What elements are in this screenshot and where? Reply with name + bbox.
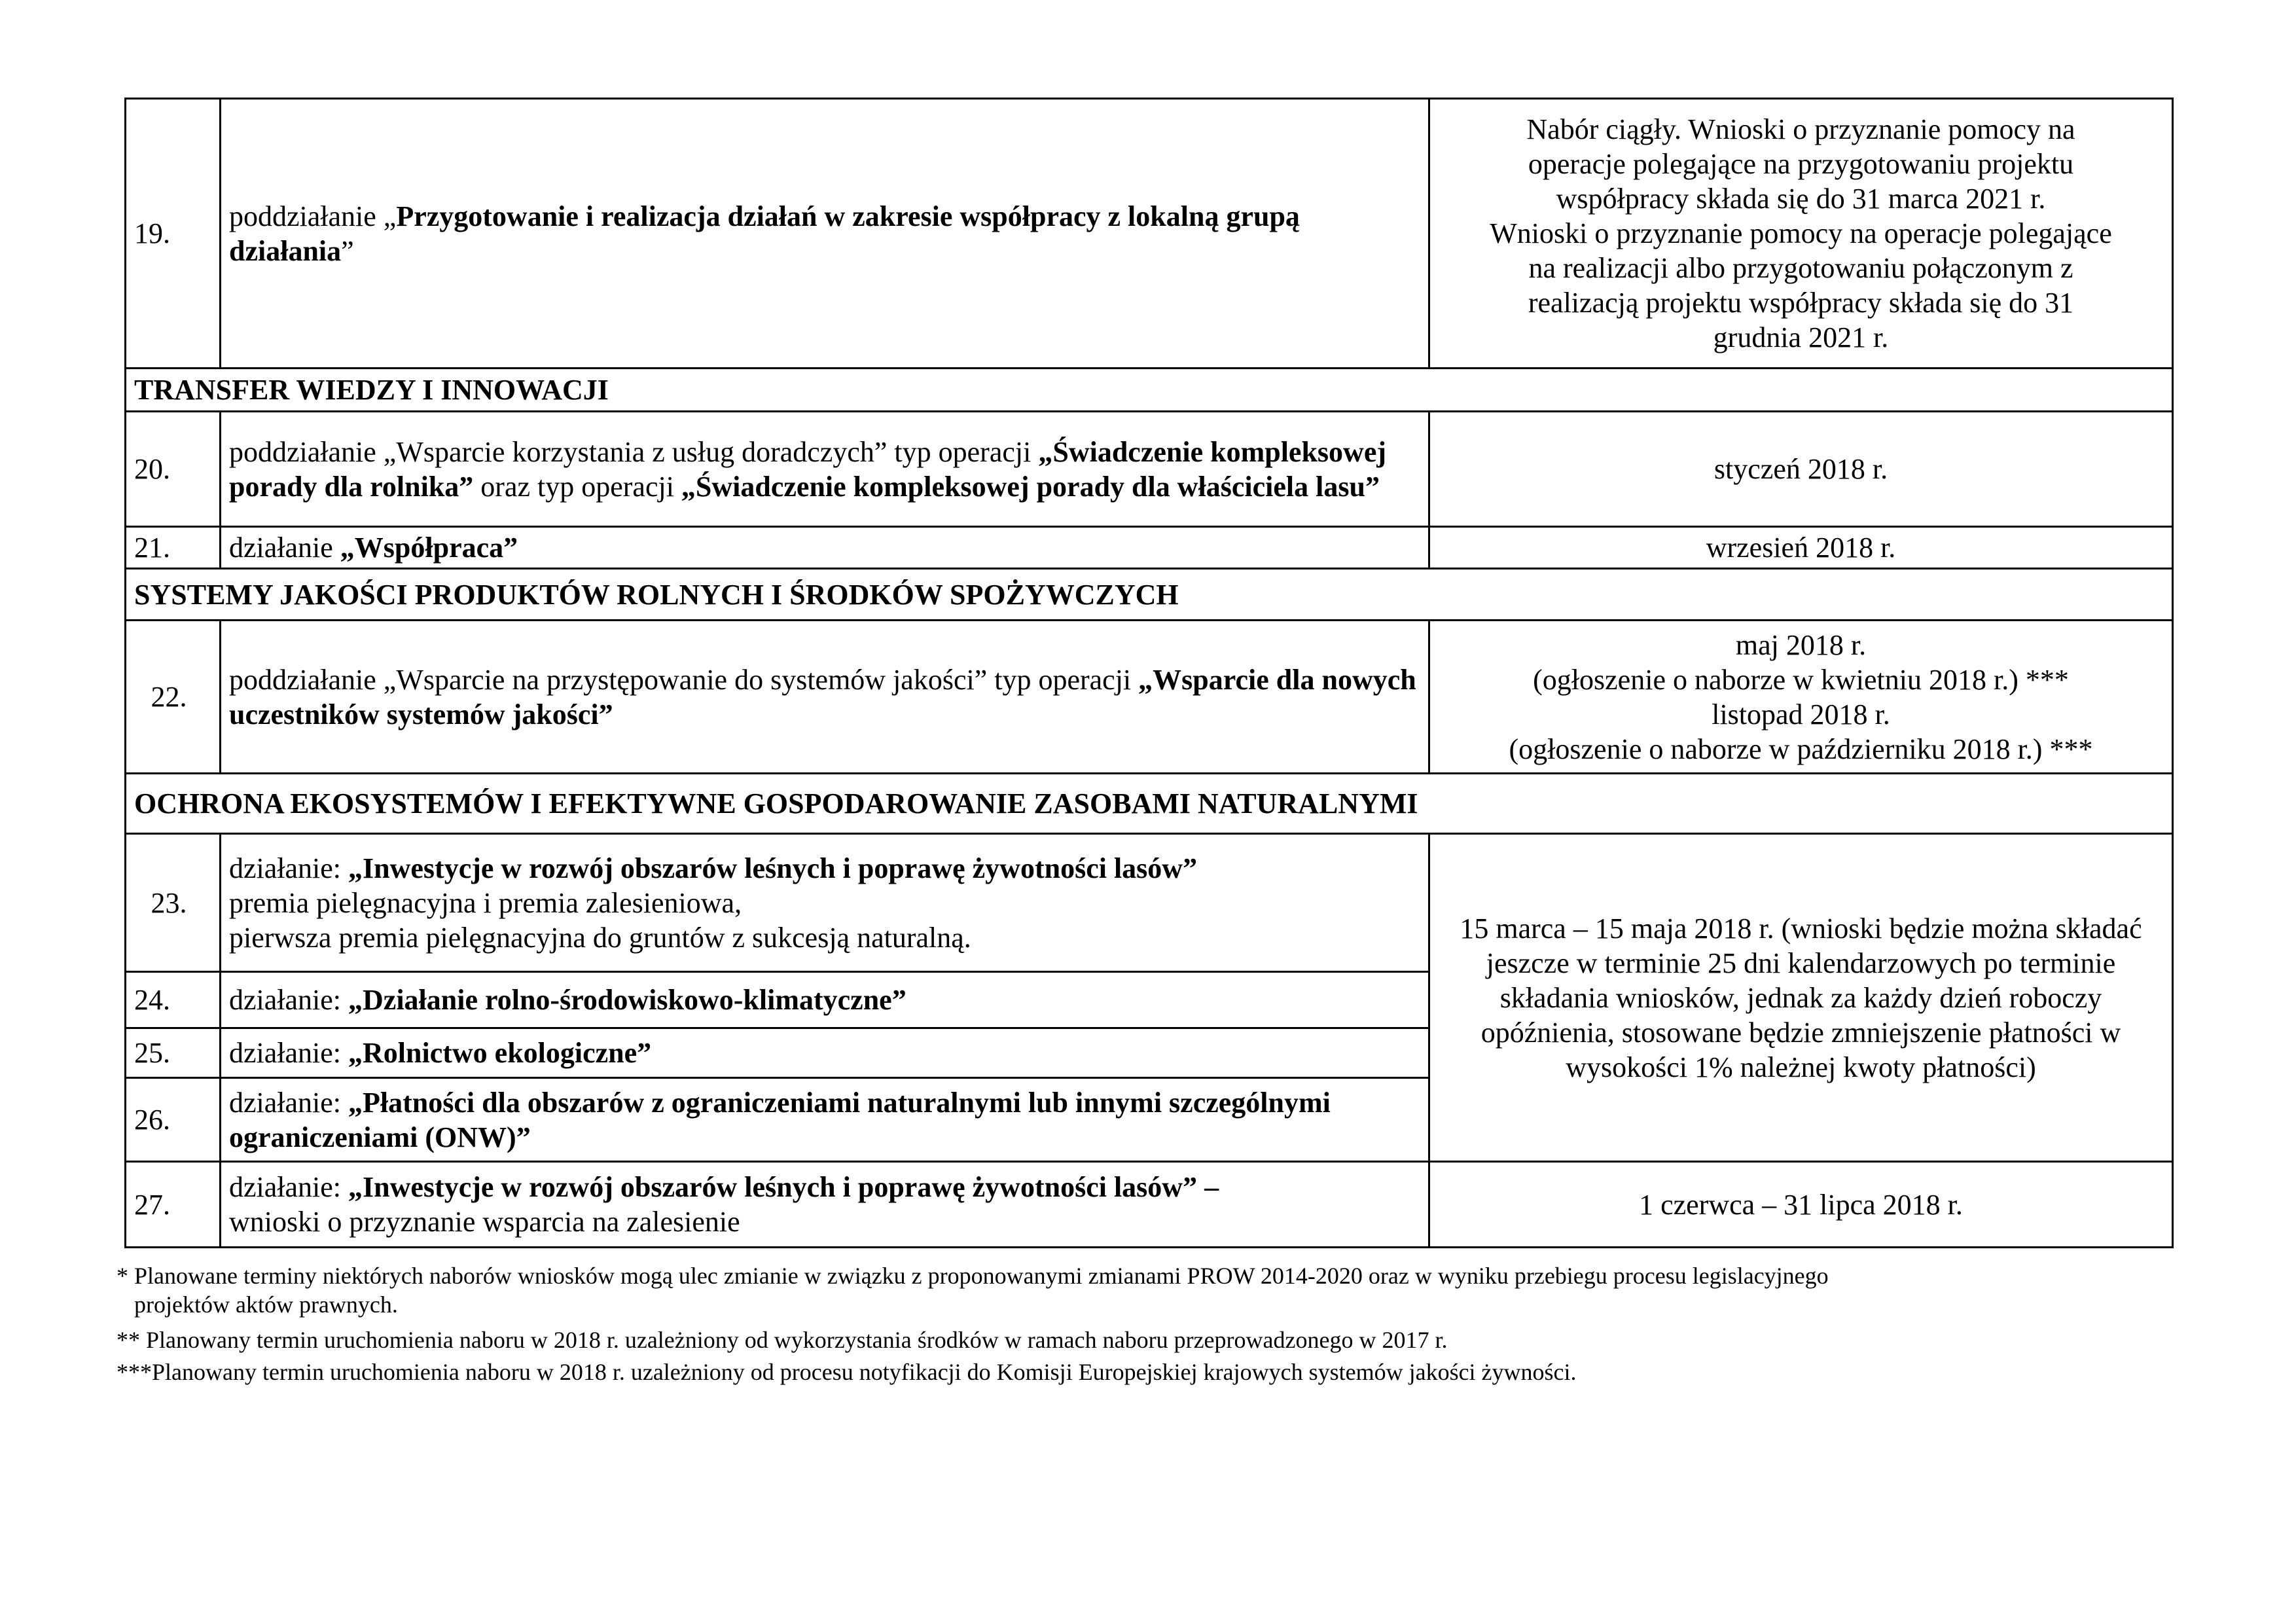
measure-description: [221, 1078, 1429, 1162]
section-title-quality: SYSTEMY JAKOŚCI PRODUKTÓW ROLNYCH I ŚRODKÓW SPOŻYWCZYCH: [126, 569, 2173, 621]
measure-name: „Współpraca”: [340, 532, 518, 564]
desc-line: [229, 1170, 1420, 1204]
measure-description: [221, 527, 1429, 569]
desc-prefix: działanie:: [229, 1086, 349, 1119]
desc-line: pierwsza premia pielęgnacyjna do gruntów z sukcesją naturalną.: [229, 921, 971, 954]
term-line: maj 2018 r.: [1735, 628, 1867, 661]
application-term: wrzesień 2018 r.: [1429, 527, 2173, 569]
term-line: współpracy składa się do 31 marca 2021 r.: [1556, 183, 2046, 215]
term-line: operacje polegające na przygotowaniu projektu: [1528, 148, 2074, 180]
measure-name: „Płatności dla obszarów z ograniczeniami naturalnymi lub innymi szczególnymi ograniczeniami (ONW)”: [229, 1086, 1331, 1153]
desc-prefix: poddziałanie „Wsparcie na przystępowanie do systemów jakości” typ operacji: [229, 663, 1139, 696]
term-line: grudnia 2021 r.: [1713, 321, 1889, 353]
operation-type-1: „Świadczenie kompleksowej porady dla rolnika”: [229, 435, 1386, 503]
row-number: 21.: [126, 527, 221, 569]
table-row-27: [126, 1162, 2173, 1248]
desc-prefix: działanie:: [229, 1037, 349, 1069]
application-term-merged: 15 marca – 15 maja 2018 r. (wnioski będzie można składać jeszcze w terminie 25 dni kalendarzowych po terminie składania wniosków, jednak za każdy dzień roboczy opóźnienia, stosowane będzie zmniejszenie płatności w wysokości 1% należnej kwoty płatności): [1429, 834, 2173, 1162]
table-row-23: [126, 834, 2173, 972]
section-title-ecosystems: OCHRONA EKOSYSTEMÓW I EFEKTYWNE GOSPODAROWANIE ZASOBAMI NATURALNYMI: [126, 774, 2173, 834]
application-term: [1429, 99, 2173, 369]
row-number: 22.: [126, 621, 221, 774]
desc-prefix: działanie:: [229, 1171, 349, 1203]
desc-line: wnioski o przyznanie wsparcia na zalesienie: [229, 1206, 740, 1238]
operation-type: „Wsparcie dla nowych uczestników systemów jakości”: [229, 663, 1416, 731]
row-number: 26.: [126, 1078, 221, 1162]
term-line: (ogłoszenie o naborze w październiku 2018 r.) ***: [1509, 732, 2093, 765]
table-row-20: [126, 412, 2173, 527]
document-page: [124, 98, 2172, 1248]
term-line: Wnioski o przyznanie pomocy na operacje polegające: [1490, 217, 2112, 249]
table-row-21: [126, 527, 2173, 569]
section-header-row: [126, 569, 2173, 621]
term-line: realizacją projektu współpracy składa się do 31: [1528, 287, 2074, 319]
footnote-3: ***Planowany termin uruchomienia naboru w 2018 r. uzależniony od procesu notyfikacji do Komisji Europejskiej krajowych systemów jakości żywności.: [117, 1359, 1577, 1385]
desc-prefix: poddziałanie „Wsparcie korzystania z usług doradczych” typ operacji: [229, 435, 1039, 468]
footnote-1: [117, 1261, 1829, 1319]
measure-name: „Inwestycje w rozwój obszarów leśnych i poprawę żywotności lasów” –: [348, 1171, 1219, 1203]
schedule-table: [124, 98, 2174, 1248]
desc-suffix: ”: [341, 234, 354, 267]
term-line: Nabór ciągły. Wnioski o przyznanie pomocy na: [1526, 113, 2075, 145]
row-number: 19.: [126, 99, 221, 369]
row-number: 20.: [126, 412, 221, 527]
table-row-19: [126, 99, 2173, 369]
application-term: 1 czerwca – 31 lipca 2018 r.: [1429, 1162, 2173, 1248]
application-term: [1429, 621, 2173, 774]
measure-description: [221, 99, 1429, 369]
measure-description: [221, 834, 1429, 972]
measure-name: „Rolnictwo ekologiczne”: [348, 1037, 652, 1069]
row-number: 23.: [126, 834, 221, 972]
desc-line: [229, 851, 1420, 886]
desc-middle: oraz typ operacji: [473, 470, 681, 503]
measure-description: [221, 1162, 1429, 1248]
measure-description: [221, 412, 1429, 527]
footnote-line: * Planowane terminy niektórych naborów wniosków mogą ulec zmianie w związku z proponowanymi zmianami PROW 2014-2020 oraz w wyniku przebiegu procesu legislacyjnego: [117, 1263, 1829, 1289]
row-number: 24.: [126, 972, 221, 1028]
term-line: na realizacji albo przygotowaniu połączonym z: [1528, 252, 2073, 284]
section-header-row: [126, 774, 2173, 834]
measure-description: [221, 1028, 1429, 1078]
desc-prefix: działanie: [229, 532, 340, 564]
desc-prefix: działanie:: [229, 852, 349, 884]
measure-description: [221, 972, 1429, 1028]
table-row-22: [126, 621, 2173, 774]
measure-name: „Inwestycje w rozwój obszarów leśnych i poprawę żywotności lasów”: [348, 852, 1198, 884]
row-number: 27.: [126, 1162, 221, 1248]
row-number: 25.: [126, 1028, 221, 1078]
desc-prefix: działanie:: [229, 984, 349, 1016]
footnote-line: projektów aktów prawnych.: [134, 1291, 398, 1318]
measure-description: [221, 621, 1429, 774]
measure-name: „Działanie rolno-środowiskowo-klimatyczne”: [348, 984, 906, 1016]
desc-line: premia pielęgnacyjna i premia zalesieniowa,: [229, 886, 742, 919]
measure-name: Przygotowanie i realizacja działań w zakresie współpracy z lokalną grupą działania: [229, 200, 1300, 267]
section-title-transfer: TRANSFER WIEDZY I INNOWACJI: [126, 369, 2173, 412]
section-header-row: [126, 369, 2173, 412]
footnote-2: ** Planowany termin uruchomienia naboru w 2018 r. uzależniony od wykorzystania środków w ramach naboru przeprowadzonego w 2017 r.: [117, 1327, 1448, 1353]
desc-prefix: poddziałanie „: [229, 200, 397, 232]
operation-type-2: „Świadczenie kompleksowej porady dla właściciela lasu”: [681, 470, 1380, 503]
term-line: listopad 2018 r.: [1712, 698, 1890, 731]
application-term: styczeń 2018 r.: [1429, 412, 2173, 527]
term-line: (ogłoszenie o naborze w kwietniu 2018 r.) ***: [1533, 663, 2069, 696]
